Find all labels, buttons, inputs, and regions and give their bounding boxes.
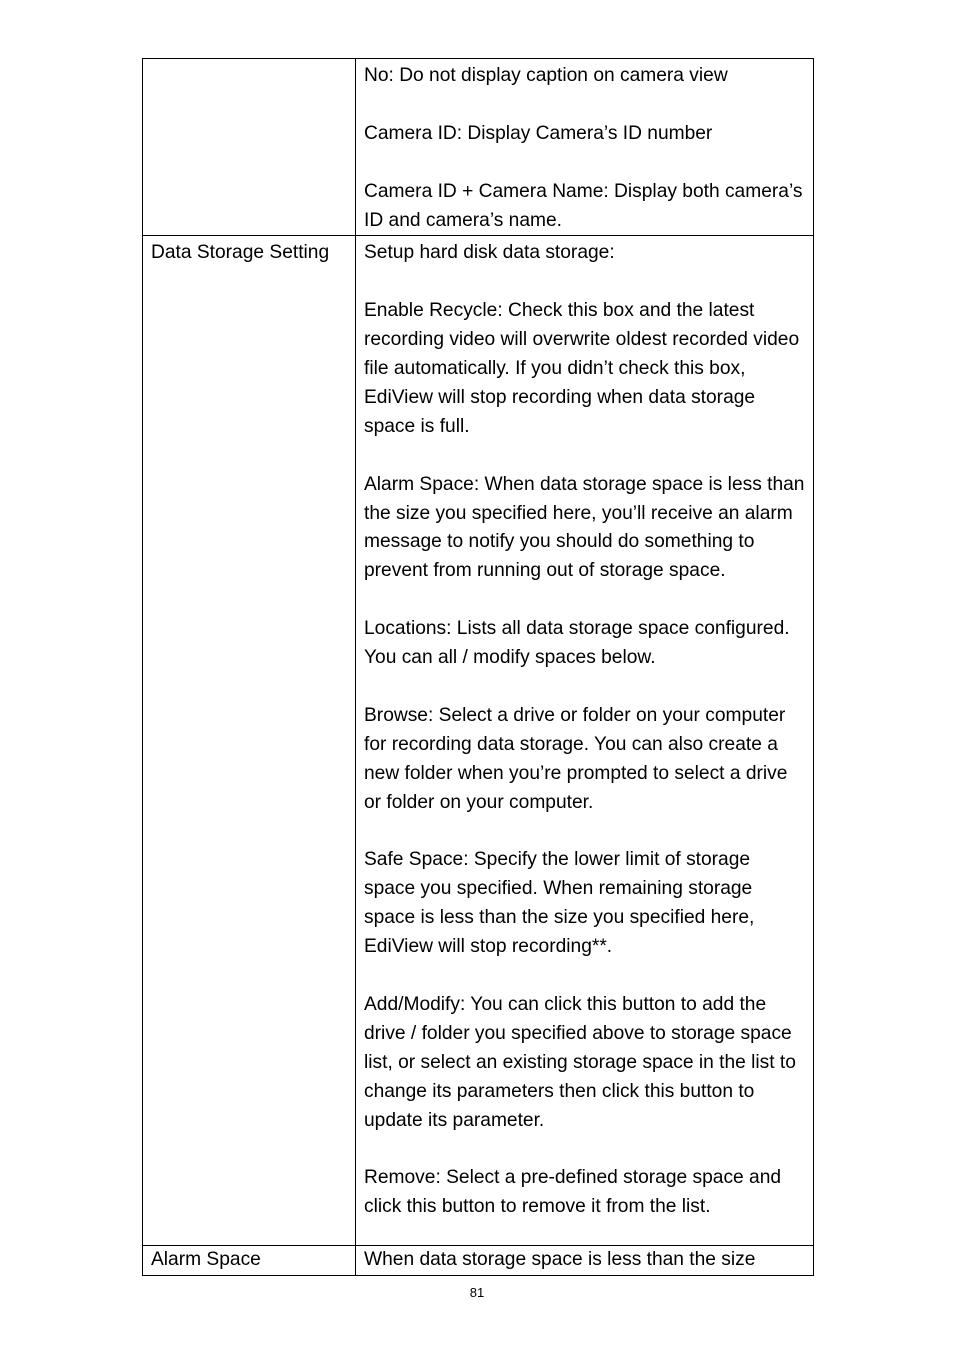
- setting-label-cell: [143, 236, 356, 1246]
- page-number: 81: [469, 1285, 485, 1300]
- setting-label-cell: [143, 1246, 356, 1276]
- setting-description-cell: [356, 236, 814, 1246]
- description-paragraph: Enable Recycle: Check this box and the latest recording video will overwrite oldest recorded video file automatically. If you didn’t check this box, EdiView will stop recording when data storage space is full.: [364, 300, 800, 437]
- description-paragraph: Locations: Lists all data storage space configured. You can all / modify spaces below.: [364, 618, 790, 669]
- description-paragraph: Add/Modify: You can click this button to add the drive / folder you specified above to storage space list, or select an existing storage space in the list to change its parameters then click this button to update its parameter.: [364, 993, 796, 1131]
- setting-description-cell: [356, 59, 814, 236]
- setting-label: Alarm Space: [151, 1249, 261, 1271]
- table-row: [143, 59, 814, 236]
- setting-label: Data Storage Setting: [151, 242, 330, 264]
- description-paragraph: Camera ID + Camera Name: Display both camera’s ID and camera’s name.: [364, 180, 803, 231]
- description-paragraph: Setup hard disk data storage:: [364, 242, 615, 264]
- table-row: [143, 236, 814, 1246]
- table-row: [143, 1246, 814, 1276]
- description-paragraph: No: Do not display caption on camera view: [364, 65, 728, 86]
- description-paragraph: When data storage space is less than the size: [364, 1249, 756, 1271]
- settings-table: [142, 58, 814, 1276]
- setting-description-cell: [356, 1246, 814, 1276]
- setting-label-cell: [143, 59, 356, 236]
- description-paragraph: Alarm Space: When data storage space is less than the size you specified here, you’ll receive an alarm message to notify you should do something to prevent from running out of storage space.: [364, 473, 805, 582]
- description-paragraph: Camera ID: Display Camera’s ID number: [364, 122, 713, 144]
- description-paragraph: Remove: Select a pre-defined storage space and click this button to remove it from the list.: [364, 1167, 782, 1218]
- description-paragraph: Safe Space: Specify the lower limit of storage space you specified. When remaining storage space is less than the size you specified here, EdiView will stop recording**.: [364, 849, 755, 958]
- description-paragraph: Browse: Select a drive or folder on your computer for recording data storage. You can also create a new folder when you’re prompted to select a drive or folder on your computer.: [364, 704, 788, 813]
